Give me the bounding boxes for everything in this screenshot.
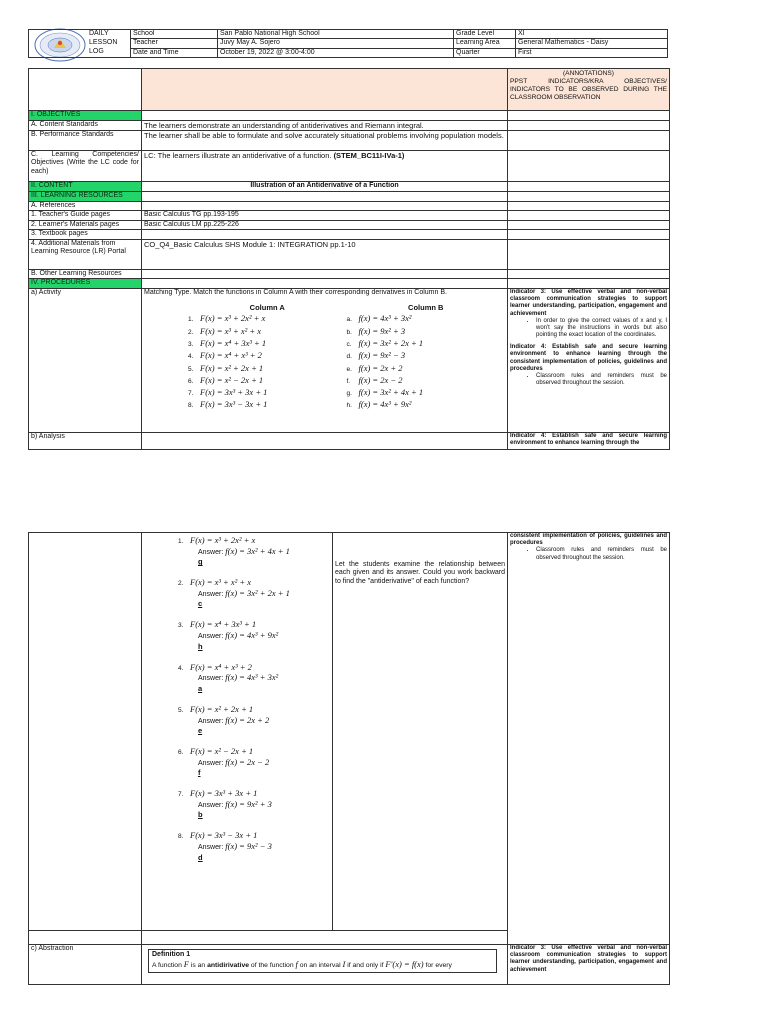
item-number: b. <box>346 328 352 336</box>
given-function: F(x) = x² − 2x + 1 <box>190 745 254 756</box>
item-number: 2. <box>188 328 194 336</box>
objective-text: The learner shall be able to formulate and solve accurately situational problems involving population models. <box>142 131 508 151</box>
answer-item <box>178 788 330 819</box>
resource-value: Basic Calculus LM pp.225-226 <box>142 220 508 229</box>
blank-cell <box>142 192 508 202</box>
item-function: F(x) = 3x³ − 3x + 1 <box>200 399 268 410</box>
item-function: F(x) = x⁴ + 3x³ + 1 <box>200 337 267 348</box>
answer-function: f(x) = 9x² + 3 <box>225 798 272 809</box>
header-peach-cell <box>142 69 508 111</box>
answer-line <box>178 757 330 768</box>
objective-label: B. Performance Standards <box>29 131 142 151</box>
answer-label: Answer: <box>198 675 224 683</box>
resource-value <box>142 230 508 239</box>
blank-cell <box>142 111 508 121</box>
annotations-title: (ANNOTATIONS) <box>562 70 615 77</box>
item-number: 1. <box>188 316 194 324</box>
answer-line <box>178 672 330 683</box>
analysis-prompt: Let the students examine the relationship between each given and its answer. Could you work backward to find the "antiderivative" of each function? <box>335 561 505 585</box>
column-a-item <box>188 375 347 387</box>
item-function: f(x) = 4x³ + 3x² <box>358 313 412 324</box>
item-number: 3. <box>178 622 184 630</box>
blank-cell <box>508 182 670 192</box>
section-resources: III. LEARNING RESOURCES <box>29 192 142 202</box>
header-value: General Mathematics - Daisy <box>516 39 668 48</box>
blank-cell <box>508 151 670 182</box>
blank-cell <box>142 432 508 449</box>
section-objectives: I. OBJECTIVES <box>29 111 142 121</box>
item-number: 4. <box>178 664 184 672</box>
def-part: on an interval <box>297 962 343 970</box>
definition-title: Definition 1 <box>152 951 191 958</box>
def-equation: F'(x) = f(x) <box>385 959 424 970</box>
header-label: Teacher <box>131 39 218 48</box>
item-number: 5. <box>178 706 184 714</box>
column-a-item <box>188 363 347 375</box>
answer-function: f(x) = 4x³ + 9x² <box>225 630 279 641</box>
given-function: F(x) = x⁴ + x³ + 2 <box>190 661 252 672</box>
answer-letter: e <box>198 725 203 735</box>
answer-function: f(x) = 3x² + 4x + 1 <box>225 545 290 556</box>
item-number: 8. <box>188 402 194 410</box>
answer-letter: b <box>198 810 203 820</box>
answer-given <box>178 577 330 588</box>
answer-letter: c <box>198 599 203 609</box>
item-number: 6. <box>178 748 184 756</box>
answer-item <box>178 619 330 650</box>
blank-cell <box>508 211 670 220</box>
item-function: f(x) = 3x² + 2x + 1 <box>358 337 424 348</box>
header-value: First <box>516 48 668 57</box>
column-a-item <box>188 387 347 399</box>
annotations-description: PPST INDICATORS/KRA OBJECTIVES/ INDICATORS TO BE OBSERVED DURING THE CLASSROOM OBSERVATION <box>510 77 667 101</box>
item-number: e. <box>346 365 352 373</box>
item-number: 8. <box>178 833 184 841</box>
def-part: A function <box>152 962 184 970</box>
resource-label: 4. Additional Materials from Learning Resource (LR) Portal <box>29 239 142 269</box>
given-function: F(x) = x⁴ + 3x³ + 1 <box>190 619 257 630</box>
column-b-item <box>347 338 506 350</box>
answer-given <box>178 704 330 715</box>
answer-given <box>178 619 330 630</box>
indicator-3-text: Indicator 3: Use effective verbal and non-verbal classroom communication strategies to support learner understanding, participation, engagement and achievement <box>510 288 667 317</box>
item-function: F(x) = x³ + x² + x <box>200 325 261 336</box>
analysis-answers-cell <box>142 533 333 931</box>
item-number: 4. <box>188 353 194 361</box>
resource-label: 3. Textbook pages <box>29 230 142 239</box>
column-b-item <box>347 375 506 387</box>
item-number: 7. <box>188 390 194 398</box>
column-a-title: Column A <box>249 303 285 313</box>
abstraction-cell <box>142 945 508 985</box>
def-F: F <box>183 959 189 970</box>
column-b-item <box>347 313 506 325</box>
def-part: is an <box>188 962 208 970</box>
dll-continuation-table <box>28 532 670 985</box>
answer-function: f(x) = 9x² − 3 <box>225 841 272 852</box>
def-part: of the function <box>249 962 296 970</box>
column-a-item <box>188 313 347 325</box>
answer-function: f(x) = 4x³ + 3x² <box>225 672 279 683</box>
definition-text <box>152 959 493 970</box>
answer-line <box>178 630 330 641</box>
answer-letter: f <box>198 768 201 778</box>
given-function: F(x) = 3x³ + 3x + 1 <box>190 788 258 799</box>
dll-title-line-3: LOG <box>89 47 104 55</box>
blank-cell <box>508 111 670 121</box>
header-label: Quarter <box>454 48 516 57</box>
definition-box <box>148 949 497 973</box>
item-function: f(x) = 9x² − 3 <box>358 350 406 361</box>
resource-label: A. References <box>29 202 142 211</box>
item-function: f(x) = 4x³ + 9x² <box>358 399 412 410</box>
section-content: II. CONTENT <box>29 182 142 192</box>
blank-cell <box>29 533 142 931</box>
blank-cell <box>508 131 670 151</box>
blank-cell <box>508 192 670 202</box>
column-b <box>347 303 506 411</box>
def-f: f <box>295 959 298 970</box>
item-number: f. <box>346 377 351 385</box>
item-function: f(x) = 9x² + 3 <box>358 325 406 336</box>
item-number: h. <box>346 402 352 410</box>
answer-given <box>178 662 330 673</box>
blank-cell <box>142 931 508 945</box>
header-label: School <box>131 30 218 39</box>
indicator-3-bullet: • In order to give the correct values of x and y, I won't say the instructions in words but also pointing the exact location of the coordinates. <box>536 318 667 340</box>
def-part: if and only if <box>345 962 386 970</box>
resource-value: Basic Calculus TG pp.193-195 <box>142 211 508 220</box>
blank-cell <box>508 278 670 288</box>
answer-label: Answer: <box>198 590 224 598</box>
header-label: Date and Time <box>131 48 218 57</box>
activity-instruction: Matching Type. Match the functions in Column A with their corresponding derivatives in Column B. <box>144 288 447 296</box>
answer-label: Answer: <box>198 759 224 767</box>
def-antiderivative: antidirivative <box>207 962 250 970</box>
item-function: F(x) = x² − 2x + 1 <box>200 374 264 385</box>
content-title: Illustration of an Antiderivative of a Function <box>142 182 508 192</box>
column-b-item <box>347 387 506 399</box>
blank-cell <box>29 931 142 945</box>
answer-line <box>178 715 330 726</box>
item-number: g. <box>346 390 352 398</box>
activity-label: a) Activity <box>29 288 142 432</box>
item-function: F(x) = x³ + 2x² + x <box>200 313 266 324</box>
answer-letter: a <box>198 683 203 693</box>
column-a-item <box>188 350 347 362</box>
column-b-title: Column B <box>408 303 444 313</box>
answer-label: Answer: <box>198 844 224 852</box>
blank-cell <box>142 278 508 288</box>
annotations-header <box>508 69 670 111</box>
item-number: c. <box>346 340 352 348</box>
given-function: F(x) = 3x³ − 3x + 1 <box>190 830 258 841</box>
objective-text-cell <box>142 151 508 182</box>
answer-given <box>178 535 330 546</box>
indicator-4-bullet: • Classroom rules and reminders must be observed throughout the session. <box>536 373 667 387</box>
item-number: 3. <box>188 340 194 348</box>
item-function: f(x) = 2x + 2 <box>358 362 403 373</box>
indicator-4-continued: consistent implementation of policies, guidelines and procedures <box>510 533 667 547</box>
header-value: Juvy May A. Sojero <box>218 39 454 48</box>
blank-cell <box>508 239 670 269</box>
item-number: 5. <box>188 365 194 373</box>
dll-header-table <box>28 29 668 58</box>
given-function: F(x) = x² + 2x + 1 <box>190 703 254 714</box>
column-a-item <box>188 399 347 411</box>
dll-main-table <box>28 68 670 450</box>
indicator-4-bullet: • Classroom rules and reminders must be observed throughout the session. <box>536 547 667 561</box>
objective-text: The learners demonstrate an understanding of antiderivatives and Riemann integral. <box>142 121 508 131</box>
objective-text: LC: The learners illustrate an antiderivative of a function. <box>144 151 332 160</box>
blank-cell <box>29 69 142 111</box>
dll-title-line-2: LESSON <box>89 38 118 46</box>
answer-label: Answer: <box>198 801 224 809</box>
answer-function: f(x) = 3x² + 2x + 1 <box>225 587 290 598</box>
column-b-item <box>347 399 506 411</box>
lc-code: (STEM_BC11I-IVa-1) <box>333 151 405 160</box>
matching-columns <box>144 303 505 411</box>
resource-label: 2. Learner's Materials pages <box>29 220 142 229</box>
header-label: Grade Level <box>454 30 516 39</box>
column-a <box>188 303 347 411</box>
item-number: 2. <box>178 580 184 588</box>
resource-label: B. Other Learning Resources <box>29 269 142 278</box>
answer-item <box>178 577 330 608</box>
header-value: October 19, 2022 @ 3:00-4:00 <box>218 48 454 57</box>
objective-label: A. Content Standards <box>29 121 142 131</box>
answer-given <box>178 830 330 841</box>
abstraction-annotation: Indicator 3: Use effective verbal and non-verbal classroom communication strategies to support learner understanding, participation, engagement and achievement <box>508 945 670 985</box>
abstraction-label: c) Abstraction <box>29 945 142 985</box>
answer-given <box>178 746 330 757</box>
answer-item <box>178 830 330 861</box>
answer-letter: g <box>198 557 203 567</box>
answer-label: Answer: <box>198 633 224 641</box>
blank-cell <box>508 202 670 211</box>
column-b-item <box>347 350 506 362</box>
analysis-label: b) Analysis <box>29 432 142 449</box>
item-function: F(x) = x⁴ + x³ + 2 <box>200 350 262 361</box>
item-number: d. <box>346 353 352 361</box>
item-function: F(x) = x² + 2x + 1 <box>200 362 264 373</box>
analysis-prompt-cell <box>333 533 508 931</box>
item-number: 7. <box>178 791 184 799</box>
column-b-item <box>347 363 506 375</box>
column-a-item <box>188 326 347 338</box>
resource-value: CO_Q4_Basic Calculus SHS Module 1: INTEGRATION pp.1-10 <box>142 239 508 269</box>
item-function: f(x) = 2x − 2 <box>358 374 403 385</box>
item-function: F(x) = 3x³ + 3x + 1 <box>200 387 268 398</box>
item-function: f(x) = 3x² + 4x + 1 <box>358 387 424 398</box>
blank-cell <box>508 230 670 239</box>
resource-value <box>142 269 508 278</box>
analysis-annotation-cont <box>508 533 670 945</box>
answer-line <box>178 588 330 599</box>
column-a-item <box>188 338 347 350</box>
answer-letter: d <box>198 852 203 862</box>
answer-item <box>178 704 330 735</box>
answer-line <box>178 546 330 557</box>
activity-cell <box>142 288 508 432</box>
answer-item <box>178 662 330 693</box>
indicator-4-text: Indicator 4: Establish safe and secure learning environment to enhance learning through the consistent implementation of policies, guidelines and procedures <box>510 344 667 372</box>
given-function: F(x) = x³ + x² + x <box>190 577 251 588</box>
answer-item <box>178 746 330 777</box>
answer-label: Answer: <box>198 717 224 725</box>
analysis-annotation-top: Indicator 4: Establish safe and secure learning environment to enhance learning through the <box>508 432 670 449</box>
dll-title <box>29 30 131 58</box>
answer-line <box>178 841 330 852</box>
resource-value <box>142 202 508 211</box>
answer-function: f(x) = 2x − 2 <box>225 756 270 767</box>
answer-line <box>178 799 330 810</box>
header-value: San Pablo National High School <box>218 30 454 39</box>
dll-title-line-1: DAILY <box>89 30 109 37</box>
objective-label: C. Learning Competencies/ Objectives (Write the LC code for each) <box>29 151 142 182</box>
header-label: Learning Area <box>454 39 516 48</box>
item-number: 1. <box>178 538 184 545</box>
column-b-item <box>347 326 506 338</box>
answer-function: f(x) = 2x + 2 <box>225 714 270 725</box>
item-number: a. <box>346 316 352 324</box>
section-procedures: IV. PROCEDURES <box>29 278 142 288</box>
blank-cell <box>508 121 670 131</box>
item-number: 6. <box>188 377 194 385</box>
activity-annotation <box>508 288 670 432</box>
given-function: F(x) = x³ + 2x² + x <box>190 535 256 545</box>
answer-label: Answer: <box>198 548 224 556</box>
def-I: I <box>342 959 346 970</box>
answer-letter: h <box>198 641 203 651</box>
blank-cell <box>508 220 670 229</box>
def-part: for every <box>423 962 452 970</box>
header-value: XI <box>516 30 668 39</box>
answer-item <box>178 535 330 566</box>
blank-cell <box>508 269 670 278</box>
resource-label: 1. Teacher's Guide pages <box>29 211 142 220</box>
answer-given <box>178 788 330 799</box>
